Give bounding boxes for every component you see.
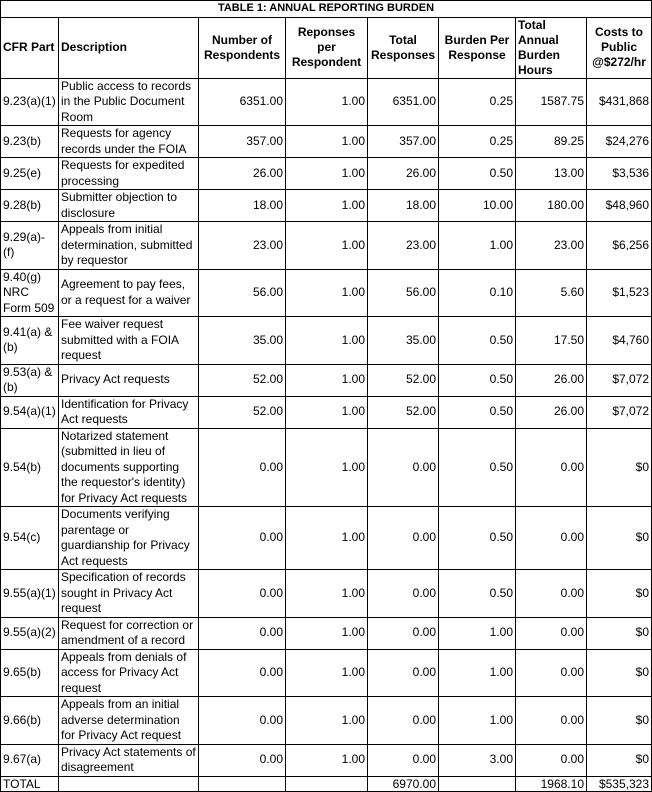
table-row	[1, 364, 652, 396]
total-responses-cell: 52.00	[368, 396, 439, 428]
responses-per-cell: 1.00	[286, 269, 368, 317]
responses-per-cell: 1.00	[286, 158, 368, 190]
description-cell: Notarized statement (submitted in lieu of documents supporting the requestor's identity) for Privacy Act requests	[59, 428, 199, 507]
burden-per-cell: 1.00	[439, 617, 516, 649]
burden-per-cell: 3.00	[439, 744, 516, 776]
respondents-cell: 18.00	[199, 190, 286, 222]
annual-hours-cell: 5.60	[516, 269, 587, 317]
costs-cell: $0	[587, 744, 652, 776]
description-cell: Fee waiver request submitted with a FOIA request	[59, 317, 199, 365]
annual-hours-cell: 23.00	[516, 222, 587, 270]
responses-per-cell: 1.00	[286, 507, 368, 570]
respondents-cell: 52.00	[199, 364, 286, 396]
cfr-part-cell: 9.54(b)	[1, 428, 59, 507]
table-row	[1, 617, 652, 649]
header-description: Description	[59, 17, 199, 78]
description-cell: Specification of records sought in Privacy Act request	[59, 570, 199, 618]
annual-hours-cell: 0.00	[516, 428, 587, 507]
table-row	[1, 269, 652, 317]
cfr-part-cell: 9.29(a)-(f)	[1, 222, 59, 270]
cfr-part-cell: 9.55(a)(2)	[1, 617, 59, 649]
header-responses-per-respondent: Reponses per Respondent	[286, 17, 368, 78]
respondents-cell: 0.00	[199, 697, 286, 745]
total-responses-cell: 0.00	[368, 507, 439, 570]
costs-cell: $1,523	[587, 269, 652, 317]
description-cell: Documents verifying parentage or guardianship for Privacy Act requests	[59, 507, 199, 570]
costs-cell: $24,276	[587, 126, 652, 158]
total-responses-cell: 26.00	[368, 158, 439, 190]
total-responses-cell: 0.00	[368, 570, 439, 618]
empty-cell	[286, 776, 368, 791]
burden-per-cell: 0.50	[439, 158, 516, 190]
respondents-cell: 56.00	[199, 269, 286, 317]
costs-cell: $7,072	[587, 364, 652, 396]
annual-hours-cell: 89.25	[516, 126, 587, 158]
burden-per-cell: 0.50	[439, 428, 516, 507]
header-total-responses: Total Responses	[368, 17, 439, 78]
costs-cell: $0	[587, 697, 652, 745]
description-cell: Identification for Privacy Act requests	[59, 396, 199, 428]
description-cell: Appeals from denials of access for Privacy Act request	[59, 649, 199, 697]
annual-hours-cell: 26.00	[516, 396, 587, 428]
annual-hours-cell: 1587.75	[516, 78, 587, 126]
annual-hours-cell: 26.00	[516, 364, 587, 396]
cfr-part-cell: 9.28(b)	[1, 190, 59, 222]
total-responses-cell: 35.00	[368, 317, 439, 365]
annual-hours-cell: 0.00	[516, 570, 587, 618]
respondents-cell: 0.00	[199, 617, 286, 649]
table-row	[1, 428, 652, 507]
cfr-part-cell: 9.65(b)	[1, 649, 59, 697]
header-costs-to-public: Costs to Public @$272/hr	[587, 17, 652, 78]
burden-per-cell: 0.50	[439, 507, 516, 570]
empty-cell	[439, 776, 516, 791]
header-number-of-respondents: Number of Respondents	[199, 17, 286, 78]
cfr-part-cell: 9.55(a)(1)	[1, 570, 59, 618]
responses-per-cell: 1.00	[286, 744, 368, 776]
total-costs-sum: $535,323	[587, 776, 652, 791]
burden-per-cell: 0.50	[439, 364, 516, 396]
total-responses-cell: 23.00	[368, 222, 439, 270]
burden-per-cell: 0.25	[439, 78, 516, 126]
respondents-cell: 357.00	[199, 126, 286, 158]
total-responses-cell: 18.00	[368, 190, 439, 222]
costs-cell: $431,868	[587, 78, 652, 126]
cfr-part-cell: 9.67(a)	[1, 744, 59, 776]
table-row	[1, 507, 652, 570]
cfr-part-cell: 9.66(b)	[1, 697, 59, 745]
table-title: TABLE 1: ANNUAL REPORTING BURDEN	[1, 1, 652, 18]
total-responses-cell: 52.00	[368, 364, 439, 396]
burden-per-cell: 0.50	[439, 570, 516, 618]
total-responses-cell: 0.00	[368, 697, 439, 745]
total-row	[1, 776, 652, 791]
header-cfr-part: CFR Part	[1, 17, 59, 78]
annual-hours-cell: 0.00	[516, 507, 587, 570]
costs-cell: $6,256	[587, 222, 652, 270]
table-row	[1, 697, 652, 745]
responses-per-cell: 1.00	[286, 317, 368, 365]
description-cell: Requests for agency records under the FOIA	[59, 126, 199, 158]
table-body	[1, 78, 652, 791]
responses-per-cell: 1.00	[286, 396, 368, 428]
responses-per-cell: 1.00	[286, 570, 368, 618]
description-cell: Request for correction or amendment of a record	[59, 617, 199, 649]
costs-cell: $0	[587, 428, 652, 507]
responses-per-cell: 1.00	[286, 649, 368, 697]
responses-per-cell: 1.00	[286, 78, 368, 126]
cfr-part-cell: 9.23(a)(1)	[1, 78, 59, 126]
costs-cell: $0	[587, 570, 652, 618]
respondents-cell: 26.00	[199, 158, 286, 190]
burden-per-cell: 1.00	[439, 222, 516, 270]
description-cell: Privacy Act statements of disagreement	[59, 744, 199, 776]
respondents-cell: 0.00	[199, 428, 286, 507]
table-row	[1, 190, 652, 222]
cfr-part-cell: 9.54(a)(1)	[1, 396, 59, 428]
total-annual-hours-sum: 1968.10	[516, 776, 587, 791]
cfr-part-cell: 9.23(b)	[1, 126, 59, 158]
header-total-annual-burden-hours: Total Annual Burden Hours	[516, 17, 587, 78]
annual-hours-cell: 0.00	[516, 617, 587, 649]
total-responses-cell: 6351.00	[368, 78, 439, 126]
costs-cell: $7,072	[587, 396, 652, 428]
total-responses-sum: 6970.00	[368, 776, 439, 791]
burden-per-cell: 0.50	[439, 317, 516, 365]
responses-per-cell: 1.00	[286, 364, 368, 396]
respondents-cell: 0.00	[199, 507, 286, 570]
respondents-cell: 0.00	[199, 649, 286, 697]
annual-hours-cell: 0.00	[516, 744, 587, 776]
costs-cell: $4,760	[587, 317, 652, 365]
total-label: TOTAL	[1, 776, 59, 791]
respondents-cell: 52.00	[199, 396, 286, 428]
total-responses-cell: 0.00	[368, 744, 439, 776]
responses-per-cell: 1.00	[286, 697, 368, 745]
responses-per-cell: 1.00	[286, 428, 368, 507]
description-cell: Appeals from initial determination, submitted by requestor	[59, 222, 199, 270]
respondents-cell: 35.00	[199, 317, 286, 365]
total-responses-cell: 0.00	[368, 428, 439, 507]
total-responses-cell: 56.00	[368, 269, 439, 317]
total-responses-cell: 357.00	[368, 126, 439, 158]
table-row	[1, 222, 652, 270]
description-cell: Appeals from an initial adverse determination for Privacy Act request	[59, 697, 199, 745]
costs-cell: $48,960	[587, 190, 652, 222]
annual-hours-cell: 0.00	[516, 697, 587, 745]
respondents-cell: 0.00	[199, 744, 286, 776]
burden-per-cell: 0.50	[439, 396, 516, 428]
burden-per-cell: 10.00	[439, 190, 516, 222]
table-row	[1, 317, 652, 365]
table-row	[1, 649, 652, 697]
description-cell: Requests for expedited processing	[59, 158, 199, 190]
respondents-cell: 23.00	[199, 222, 286, 270]
responses-per-cell: 1.00	[286, 617, 368, 649]
empty-cell	[59, 776, 199, 791]
costs-cell: $0	[587, 507, 652, 570]
empty-cell	[199, 776, 286, 791]
burden-per-cell: 1.00	[439, 697, 516, 745]
total-responses-cell: 0.00	[368, 649, 439, 697]
total-responses-cell: 0.00	[368, 617, 439, 649]
cfr-part-cell: 9.41(a) & (b)	[1, 317, 59, 365]
table-row	[1, 570, 652, 618]
description-cell: Privacy Act requests	[59, 364, 199, 396]
responses-per-cell: 1.00	[286, 222, 368, 270]
annual-hours-cell: 0.00	[516, 649, 587, 697]
responses-per-cell: 1.00	[286, 126, 368, 158]
annual-hours-cell: 13.00	[516, 158, 587, 190]
costs-cell: $0	[587, 649, 652, 697]
cfr-part-cell: 9.25(e)	[1, 158, 59, 190]
cfr-part-cell: 9.53(a) & (b)	[1, 364, 59, 396]
responses-per-cell: 1.00	[286, 190, 368, 222]
cfr-part-cell: 9.54(c)	[1, 507, 59, 570]
table-row	[1, 126, 652, 158]
table-row	[1, 158, 652, 190]
description-cell: Public access to records in the Public Document Room	[59, 78, 199, 126]
header-burden-per-response: Burden Per Response	[439, 17, 516, 78]
annual-hours-cell: 17.50	[516, 317, 587, 365]
description-cell: Submitter objection to disclosure	[59, 190, 199, 222]
table-row	[1, 78, 652, 126]
annual-hours-cell: 180.00	[516, 190, 587, 222]
description-cell: Agreement to pay fees, or a request for a waiver	[59, 269, 199, 317]
respondents-cell: 6351.00	[199, 78, 286, 126]
header-row	[1, 17, 652, 78]
cfr-part-cell: 9.40(g) NRC Form 509	[1, 269, 59, 317]
table-row	[1, 396, 652, 428]
respondents-cell: 0.00	[199, 570, 286, 618]
burden-per-cell: 1.00	[439, 649, 516, 697]
costs-cell: $3,536	[587, 158, 652, 190]
burden-per-cell: 0.25	[439, 126, 516, 158]
burden-per-cell: 0.10	[439, 269, 516, 317]
costs-cell: $0	[587, 617, 652, 649]
table-row	[1, 744, 652, 776]
